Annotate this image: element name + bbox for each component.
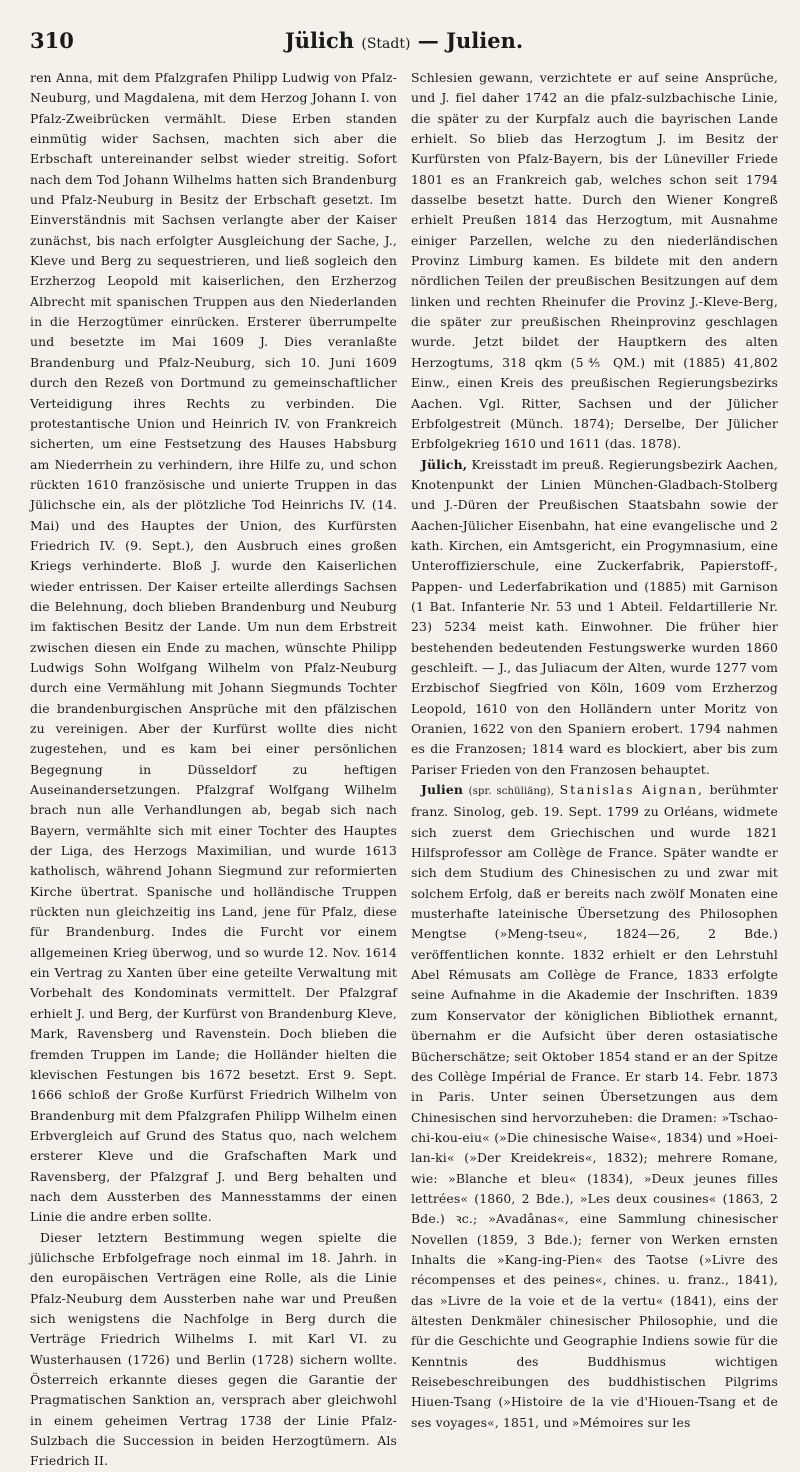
left-paragraph-1: ren Anna, mit dem Pfalzgrafen Philipp Ludwig von Pfalz-Neuburg, und Magdalena, mit dem Herzog Johann I. von Pfalz-Zweibrücken vermählt. Diese Erben standen einmütig wider Sachsen, machten sich aber die Erbschaft untereinander selbst wieder streitig. Sofort nach dem Tod Johann Wilhelms hatten sich Brandenburg und Pfalz-Neuburg in Besitz der Erbschaft gesetzt. Im Einverständnis mit Sachsen verlangte aber der Kaiser zunächst, bis nach erfolgter Ausgleichung der Sache, J., Kleve und Berg zu sequestrieren, und ließ sogleich den Erzherzog Leopold mit kaiserlichen, den Erzherzog Albrecht mit spanischen Truppen aus den Niederlanden in die Herzogtümer einrücken. Ersterer überrumpelte und besetzte im Mai 1609 J. Dies veranlaßte Brandenburg und Pfalz-Neuburg, sich 10. Juni 1609 durch den Rezeß von Dortmund zu gemeinschaftlicher Verteidigung ihres Rechts zu verbinden. Die protestantische Union und Heinrich IV. von Frankreich sicherten, um eine Festsetzung des Hauses Habsburg am Niederrhein zu verhindern, ihre Hilfe zu, und schon rückten 1610 französische und unierte Truppen in das Jülichsche ein, als der plötzliche Tod Heinrichs IV. (14. Mai) und des Hauptes der Union, des Kurfürsten Friedrich IV. (9. Sept.), den Ausbruch eines großen Kriegs verhinderte. Bloß J. wurde den Kaiserlichen wieder entrissen. Der Kaiser erteilte allerdings Sachsen die Belehnung, doch blieben Brandenburg und Neuburg im faktischen Besitz der Lande. Um nun dem Erbstreit zwischen diesen ein Ende zu machen, wünschte Philipp Ludwigs Sohn Wolfgang Wilhelm von Pfalz-Neuburg durch eine Vermählung mit Johann Siegmunds Tochter die brandenburgischen Ansprüche mit den pfälzischen zu vereinigen. Aber der Kurfürst wollte dies nicht zugestehen, und es kam bei einer persönlichen Begegnung in Düsseldorf zu heftigen Auseinandersetzungen. Pfalzgraf Wolfgang Wilhelm brach nun alle Verhandlungen ab, begab sich nach Bayern, vermählte sich mit einer Tochter des Hauptes der Liga, des Herzogs Maximilian, und wurde 1613 katholisch, während Johann Siegmund zur reformierten Kirche übertrat. Spanische und holländische Truppen rückten nun gleichzeitig ins Land, jene für Pfalz, diese für Brandenburg. Indes die Furcht vor einem allgemeinen Krieg überwog, und so wurde 12. Nov. 1614 ein Vertrag zu Xanten über eine geteilte Verwaltung mit Vorbehalt des Kondominats vermittelt. Der Pfalzgraf erhielt J. und Berg, der Kurfürst von Brandenburg Kleve, Mark, Ravensberg und Ravenstein. Doch blieben die fremden Truppen im Lande; die Holländer hielten die klevischen Festungen bis 1672 besetzt. Erst 9. Sept. 1666 schloß der Große Kurfürst Friedrich Wilhelm von Brandenburg mit dem Pfalzgrafen Philipp Wilhelm einen Erbvergleich auf Grund des Status quo, nach welchem ersterer Kleve und die Grafschaften Mark und Ravensberg, der Pfalzgraf J. und Berg behalten und nach dem Aussterben des Mannesstamms der einen Linie die andre erben sollte. [30, 70, 397, 1225]
running-head [90, 28, 778, 53]
page-header [30, 28, 778, 64]
left-paragraph-2: Dieser letztern Bestimmung wegen spielte die jülichsche Erbfolgefrage noch einmal im 18. Jahrh. in den europäischen Verträgen eine Rolle, als die Linie Pfalz-Neuburg dem Aussterben nahe war und Preußen sich wenigstens die Nachfolge in Berg durch die Verträge Friedrich Wilhelms I. mit Karl VI. zu Wusterhausen (1726) und Berlin (1728) sichern wollte. Österreich erkannte dieses gegen die Garantie der Pragmatischen Sanktion an, versprach aber gleichwohl in einem geheimen Vertrag 1738 der Linie Pfalz-Sulzbach die Succession in beiden Herzogtümern. Als Friedrich II. [30, 1229, 397, 1469]
headword-paren: (Stadt) [361, 36, 411, 52]
entry-julien-text: berühmter franz. Sinolog, geb. 19. Sept. 1799 zu Orléans, widmete sich zuerst dem Griechischen und wurde 1821 Hilfsprofessor am Collège de France. Später wandte er sich dem Studium des Chinesischen zu und zwar mit solchem Erfolg, daß er bereits nach zwölf Monaten eine musterhafte lateinische Übersetzung des Philosophen Mengtse (»Meng-tseu«, 1824—26, 2 Bde.) veröffentlichen konnte. 1832 erhielt er den Lehrstuhl Abel Rémusats am Collège de France, 1833 erfolgte seine Aufnahme in die Akademie der Inschriften. 1839 zum Konservator der königlichen Bibliothek ernannt, übernahm er die Aufsicht über deren ostasiatische Bücherschätze; seit Oktober 1854 stand er an der Spitze des Collège Impérial de France. Er starb 14. Febr. 1873 in Paris. Unter seinen Übersetzungen aus dem Chinesischen sind hervorzuheben: die Dramen: »Tschao-chi-kou-eiu« (»Die chinesische Waise«, 1834) und »Hoei-lan-ki« (»Der Kreidekreis«, 1832); mehrere Romane, wie: »Blanche et bleu« (1834), »Deux jeunes filles lettrées« (1860, 2 Bde.), »Les deux cousines« (1863, 2 Bde.) ꝛc.; »Avadânas«, eine Sammlung chinesischer Novellen (1859, 3 Bde.); ferner von Werken ernsten Inhalts die »Kang-ing-Pien« des Taotse (»Livre des récompenses et des peines«, chines. u. franz., 1841), das »Livre de la voie et de la vertu« (1841), eins der ältesten Denkmäler chinesischer Philosophie, und die für die Geschichte und Geographie Indiens sowie für die Kenntnis des Buddhismus wichtigen Reisebeschreibungen des buddhistischen Pilgrims Hiuen-Tsang (»Histoire de la vie d'Hiouen-Tsang et de ses voyages«, 1851, und »Mémoires sur les [411, 782, 779, 1430]
headword-left: Jülich [284, 28, 355, 53]
entry-julien-pronunciation: (spr. schüliäng), [468, 786, 555, 798]
entry-julich [411, 455, 778, 781]
entry-julich-headword: Jülich, [421, 456, 468, 472]
right-paragraph-1: Schlesien gewann, verzichtete er auf seine Ansprüche, und J. fiel daher 1742 an die pfalz-sulzbachische Linie, die später zu der Kurpfalz auch die bayrischen Lande erhielt. So blieb das Herzogtum J. im Besitz der Kurfürsten von Pfalz-Bayern, bis der Lüneviller Friede 1801 es an Frankreich gab, welches schon seit 1794 dasselbe besetzt hatte. Durch den Wiener Kongreß erhielt Preußen 1814 das Herzogtum, mit Ausnahme einiger Parzellen, welche zu den niederländischen Provinz Limburg kamen. Es bildete mit den andern nördlichen Teilen der preußischen Besitzungen auf dem linken und rechten Rheinufer die Provinz J.-Kleve-Berg, die später zur preußischen Rheinprovinz geschlagen wurde. Jetzt bildet der Hauptkern des alten Herzogtums, 318 qkm (5⅘ QM.) mit (1885) 41,802 Einw., einen Kreis des preußischen Regierungsbezirks Aachen. Vgl. Ritter, Sachsen und der Jülicher Erbfolgestreit (Münch. 1874); Derselbe, Der Jülicher Erbfolgekrieg 1610 und 1611 (das. 1878). [411, 70, 778, 452]
right-column [411, 68, 778, 1472]
entry-julien-name: Stanislas Aignan, [559, 782, 704, 798]
entry-julich-text: Kreisstadt im preuß. Regierungsbezirk Aachen, Knotenpunkt der Linien München-Gladbach-Stolberg und J.-Düren der Preußischen Staatsbahn sowie der Aachen-Jülicher Eisenbahn, hat eine evangelische und 2 kath. Kirchen, ein Amtsgericht, ein Progymnasium, eine Unteroffizierschule, eine Zuckerfabrik, Papierstoff-, Pappen- und Lederfabrikation und (1885) mit Garnison (1 Bat. Infanterie Nr. 53 und 1 Abteil. Feldartillerie Nr. 23) 5234 meist kath. Einwohner. Die früher hier bestehenden bedeutenden Festungswerke wurden 1860 geschleift. — J., das Juliacum der Alten, wurde 1277 vom Erzbischof Siegfried von Köln, 1609 vom Erzherzog Leopold, 1610 von den Holländern unter Moritz von Oranien, 1622 von den Spaniern erobert. 1794 nahmen es die Franzosen; 1814 ward es blockiert, aber bis zum Pariser Frieden von den Franzosen behauptet. [411, 456, 778, 777]
header-dash: — [417, 28, 439, 53]
page-number: 310 [30, 28, 74, 53]
text-columns [30, 68, 778, 1472]
left-column [30, 68, 397, 1472]
entry-julien-headword: Julien [421, 782, 464, 798]
entry-julien [411, 780, 778, 1433]
headword-right: Julien. [446, 28, 524, 53]
